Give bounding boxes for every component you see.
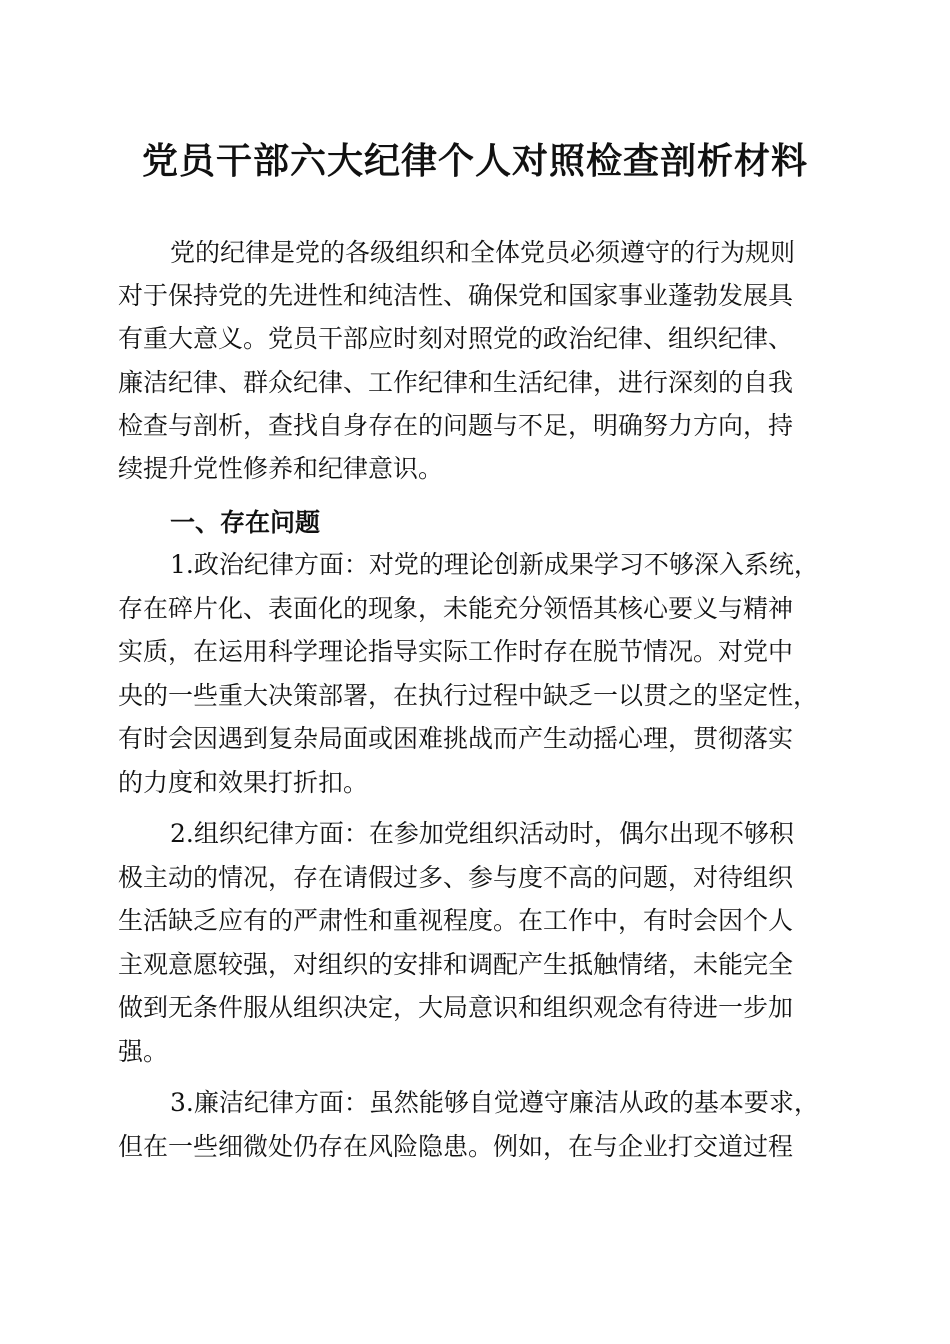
political-line-5: 有时会因遇到复杂局面或困难挑战而产生动摇心理，贯彻落实 <box>118 724 794 753</box>
political-line-3: 实质，在运用科学理论指导实际工作时存在脱节情况。对党中 <box>118 637 794 666</box>
organization-line-4: 主观意愿较强，对组织的安排和调配产生抵触情绪，未能完全 <box>118 950 794 979</box>
intro-line-5: 检查与剖析，查找自身存在的问题与不足，明确努力方向，持 <box>118 411 794 440</box>
intro-line-6: 续提升党性修养和纪律意识。 <box>118 454 444 483</box>
section-heading-problems: 一、存在问题 <box>170 508 321 537</box>
intro-line-1: 党的纪律是党的各级组织和全体党员必须遵守的行为规则 <box>170 238 796 267</box>
organization-line-3: 生活缺乏应有的严肃性和重视程度。在工作中，有时会因个人 <box>118 906 794 935</box>
integrity-line-2: 但在一些细微处仍存在风险隐患。例如，在与企业打交道过程 <box>118 1132 794 1161</box>
intro-line-2: 对于保持党的先进性和纯洁性、确保党和国家事业蓬勃发展具 <box>118 281 794 310</box>
organization-line-6: 强。 <box>118 1037 169 1066</box>
political-line-1: 1.政治纪律方面：对党的理论创新成果学习不够深入系统， <box>170 550 819 579</box>
political-line-6: 的力度和效果打折扣。 <box>118 768 369 797</box>
political-line-4: 央的一些重大决策部署，在执行过程中缺乏一以贯之的坚定性， <box>118 681 819 710</box>
document-title: 党员干部六大纪律个人对照检查剖析材料 <box>141 140 808 182</box>
intro-line-4: 廉洁纪律、群众纪律、工作纪律和生活纪律，进行深刻的自我 <box>118 368 794 397</box>
organization-line-2: 极主动的情况，存在请假过多、参与度不高的问题，对待组织 <box>118 863 794 892</box>
organization-line-1: 2.组织纪律方面：在参加党组织活动时，偶尔出现不够积 <box>170 819 794 848</box>
organization-line-5: 做到无条件服从组织决定，大局意识和组织观念有待进一步加 <box>118 993 794 1022</box>
political-line-2: 存在碎片化、表面化的现象，未能充分领悟其核心要义与精神 <box>118 594 794 623</box>
intro-line-3: 有重大意义。党员干部应时刻对照党的政治纪律、组织纪律、 <box>118 324 794 353</box>
integrity-line-1: 3.廉洁纪律方面：虽然能够自觉遵守廉洁从政的基本要求， <box>170 1088 819 1117</box>
